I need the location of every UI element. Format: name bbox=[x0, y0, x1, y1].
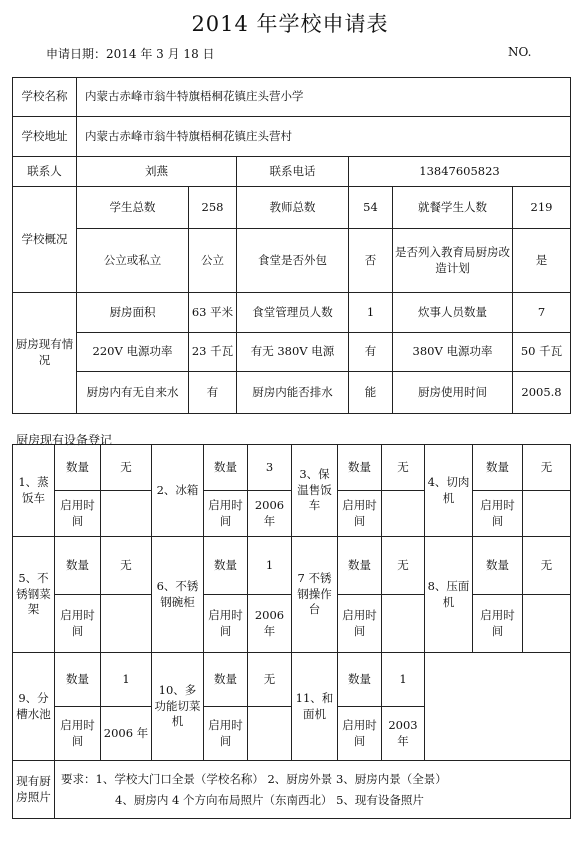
qty-label: 数量 bbox=[55, 537, 101, 595]
equipment-section-title: 厨房现有设备登记 bbox=[16, 433, 113, 447]
qty-value: 1 bbox=[382, 653, 425, 707]
qty-label: 数量 bbox=[338, 537, 382, 595]
kitchen-area-label: 厨房面积 bbox=[77, 293, 189, 333]
public-private-label: 公立或私立 bbox=[77, 229, 189, 293]
use-time-label: 启用时间 bbox=[55, 707, 101, 761]
student-total-label: 学生总数 bbox=[77, 187, 189, 229]
use-time-value bbox=[248, 707, 292, 761]
equipment-name: 10、多功能切菜机 bbox=[152, 653, 204, 761]
contact-value: 刘燕 bbox=[77, 157, 237, 187]
use-time-value: 2006 年 bbox=[101, 707, 152, 761]
qty-value: 无 bbox=[382, 445, 425, 491]
teacher-total-label: 教师总数 bbox=[237, 187, 349, 229]
managers-value: 1 bbox=[349, 293, 393, 333]
qty-value: 1 bbox=[101, 653, 152, 707]
equipment-name: 7 不锈钢操作台 bbox=[292, 537, 338, 653]
school-address-value: 内蒙古赤峰市翁牛特旗梧桐花镇庄头营村 bbox=[77, 117, 571, 157]
qty-value: 无 bbox=[523, 445, 571, 491]
equipment-name: 2、冰箱 bbox=[152, 445, 204, 537]
qty-label: 数量 bbox=[338, 653, 382, 707]
managers-label: 食堂管理员人数 bbox=[237, 293, 349, 333]
equipment-name: 4、切肉机 bbox=[425, 445, 473, 537]
phone-value: 13847605823 bbox=[349, 157, 571, 187]
diners-label: 就餐学生人数 bbox=[393, 187, 513, 229]
use-time-label: 启用时间 bbox=[473, 491, 523, 537]
has380-label: 有无 380V 电源 bbox=[237, 333, 349, 372]
use-time-label: 启用时间 bbox=[55, 491, 101, 537]
tap-water-label: 厨房内有无自来水 bbox=[77, 372, 189, 414]
qty-value: 无 bbox=[248, 653, 292, 707]
renovation-plan-value: 是 bbox=[513, 229, 571, 293]
equipment-name: 1、蒸饭车 bbox=[13, 445, 55, 537]
school-name-label: 学校名称 bbox=[13, 78, 77, 117]
school-info-table bbox=[12, 77, 571, 414]
qty-label: 数量 bbox=[338, 445, 382, 491]
use-time-value bbox=[101, 491, 152, 537]
use-time-label: 启用时间 bbox=[338, 491, 382, 537]
kitchen-since-value: 2005.8 bbox=[513, 372, 571, 414]
use-time-label: 启用时间 bbox=[204, 595, 248, 653]
student-total-value: 258 bbox=[189, 187, 237, 229]
overview-label: 学校概况 bbox=[13, 187, 77, 293]
power380-label: 380V 电源功率 bbox=[393, 333, 513, 372]
use-time-label: 启用时间 bbox=[338, 707, 382, 761]
qty-label: 数量 bbox=[204, 445, 248, 491]
kitchen-since-label: 厨房使用时间 bbox=[393, 372, 513, 414]
power220-value: 23 千瓦 bbox=[189, 333, 237, 372]
contact-label: 联系人 bbox=[13, 157, 77, 187]
cooks-value: 7 bbox=[513, 293, 571, 333]
drainage-label: 厨房内能否排水 bbox=[237, 372, 349, 414]
kitchen-status-label: 厨房现有情况 bbox=[13, 293, 77, 414]
use-time-value: 2003 年 bbox=[382, 707, 425, 761]
use-time-value bbox=[101, 595, 152, 653]
diners-value: 219 bbox=[513, 187, 571, 229]
renovation-plan-label: 是否列入教育局厨房改造计划 bbox=[393, 229, 513, 293]
photo-requirements-line1: 要求：1、学校大门口全景（学校名称） 2、厨房外景 3、厨房内景（全景） bbox=[61, 771, 447, 786]
use-time-value bbox=[523, 595, 571, 653]
use-time-value bbox=[382, 491, 425, 537]
power220-label: 220V 电源功率 bbox=[77, 333, 189, 372]
kitchen-photos-label: 现有厨房照片 bbox=[13, 761, 55, 819]
teacher-total-value: 54 bbox=[349, 187, 393, 229]
use-time-label: 启用时间 bbox=[204, 707, 248, 761]
cooks-label: 炊事人员数量 bbox=[393, 293, 513, 333]
qty-label: 数量 bbox=[55, 445, 101, 491]
qty-value: 3 bbox=[248, 445, 292, 491]
drainage-value: 能 bbox=[349, 372, 393, 414]
qty-value: 无 bbox=[101, 445, 152, 491]
tap-water-value: 有 bbox=[189, 372, 237, 414]
qty-value: 1 bbox=[248, 537, 292, 595]
use-time-label: 启用时间 bbox=[473, 595, 523, 653]
school-address-label: 学校地址 bbox=[13, 117, 77, 157]
empty-cell bbox=[425, 653, 571, 761]
qty-value: 无 bbox=[382, 537, 425, 595]
photo-requirements-line2: 4、厨房内 4 个方向布局照片（东南西北） 5、现有设备照片 bbox=[115, 792, 424, 807]
power380-value: 50 千瓦 bbox=[513, 333, 571, 372]
phone-label: 联系电话 bbox=[237, 157, 349, 187]
equipment-name: 11、和面机 bbox=[292, 653, 338, 761]
outsourced-label: 食堂是否外包 bbox=[237, 229, 349, 293]
use-time-value: 2006 年 bbox=[248, 595, 292, 653]
school-name-value: 内蒙古赤峰市翁牛特旗梧桐花镇庄头营小学 bbox=[77, 78, 571, 117]
equipment-table bbox=[12, 444, 571, 819]
kitchen-area-value: 63 平米 bbox=[189, 293, 237, 333]
qty-value: 无 bbox=[523, 537, 571, 595]
use-time-value bbox=[382, 595, 425, 653]
equipment-name: 5、不锈钢菜架 bbox=[13, 537, 55, 653]
has380-value: 有 bbox=[349, 333, 393, 372]
equipment-name: 3、保温售饭车 bbox=[292, 445, 338, 537]
qty-value: 无 bbox=[101, 537, 152, 595]
form-number-label: NO. bbox=[508, 45, 532, 59]
outsourced-value: 否 bbox=[349, 229, 393, 293]
use-time-value: 2006 年 bbox=[248, 491, 292, 537]
form-title: 2014 年学校申请表 bbox=[191, 12, 389, 36]
qty-label: 数量 bbox=[204, 537, 248, 595]
application-date: 申请日期：2014 年 3 月 18 日 bbox=[46, 47, 215, 61]
equipment-name: 8、压面机 bbox=[425, 537, 473, 653]
qty-label: 数量 bbox=[204, 653, 248, 707]
use-time-label: 启用时间 bbox=[338, 595, 382, 653]
use-time-value bbox=[523, 491, 571, 537]
use-time-label: 启用时间 bbox=[55, 595, 101, 653]
use-time-label: 启用时间 bbox=[204, 491, 248, 537]
public-private-value: 公立 bbox=[189, 229, 237, 293]
photo-requirements bbox=[55, 761, 571, 819]
equipment-name: 6、不锈钢碗柜 bbox=[152, 537, 204, 653]
qty-label: 数量 bbox=[473, 537, 523, 595]
qty-label: 数量 bbox=[473, 445, 523, 491]
qty-label: 数量 bbox=[55, 653, 101, 707]
equipment-name: 9、分槽水池 bbox=[13, 653, 55, 761]
